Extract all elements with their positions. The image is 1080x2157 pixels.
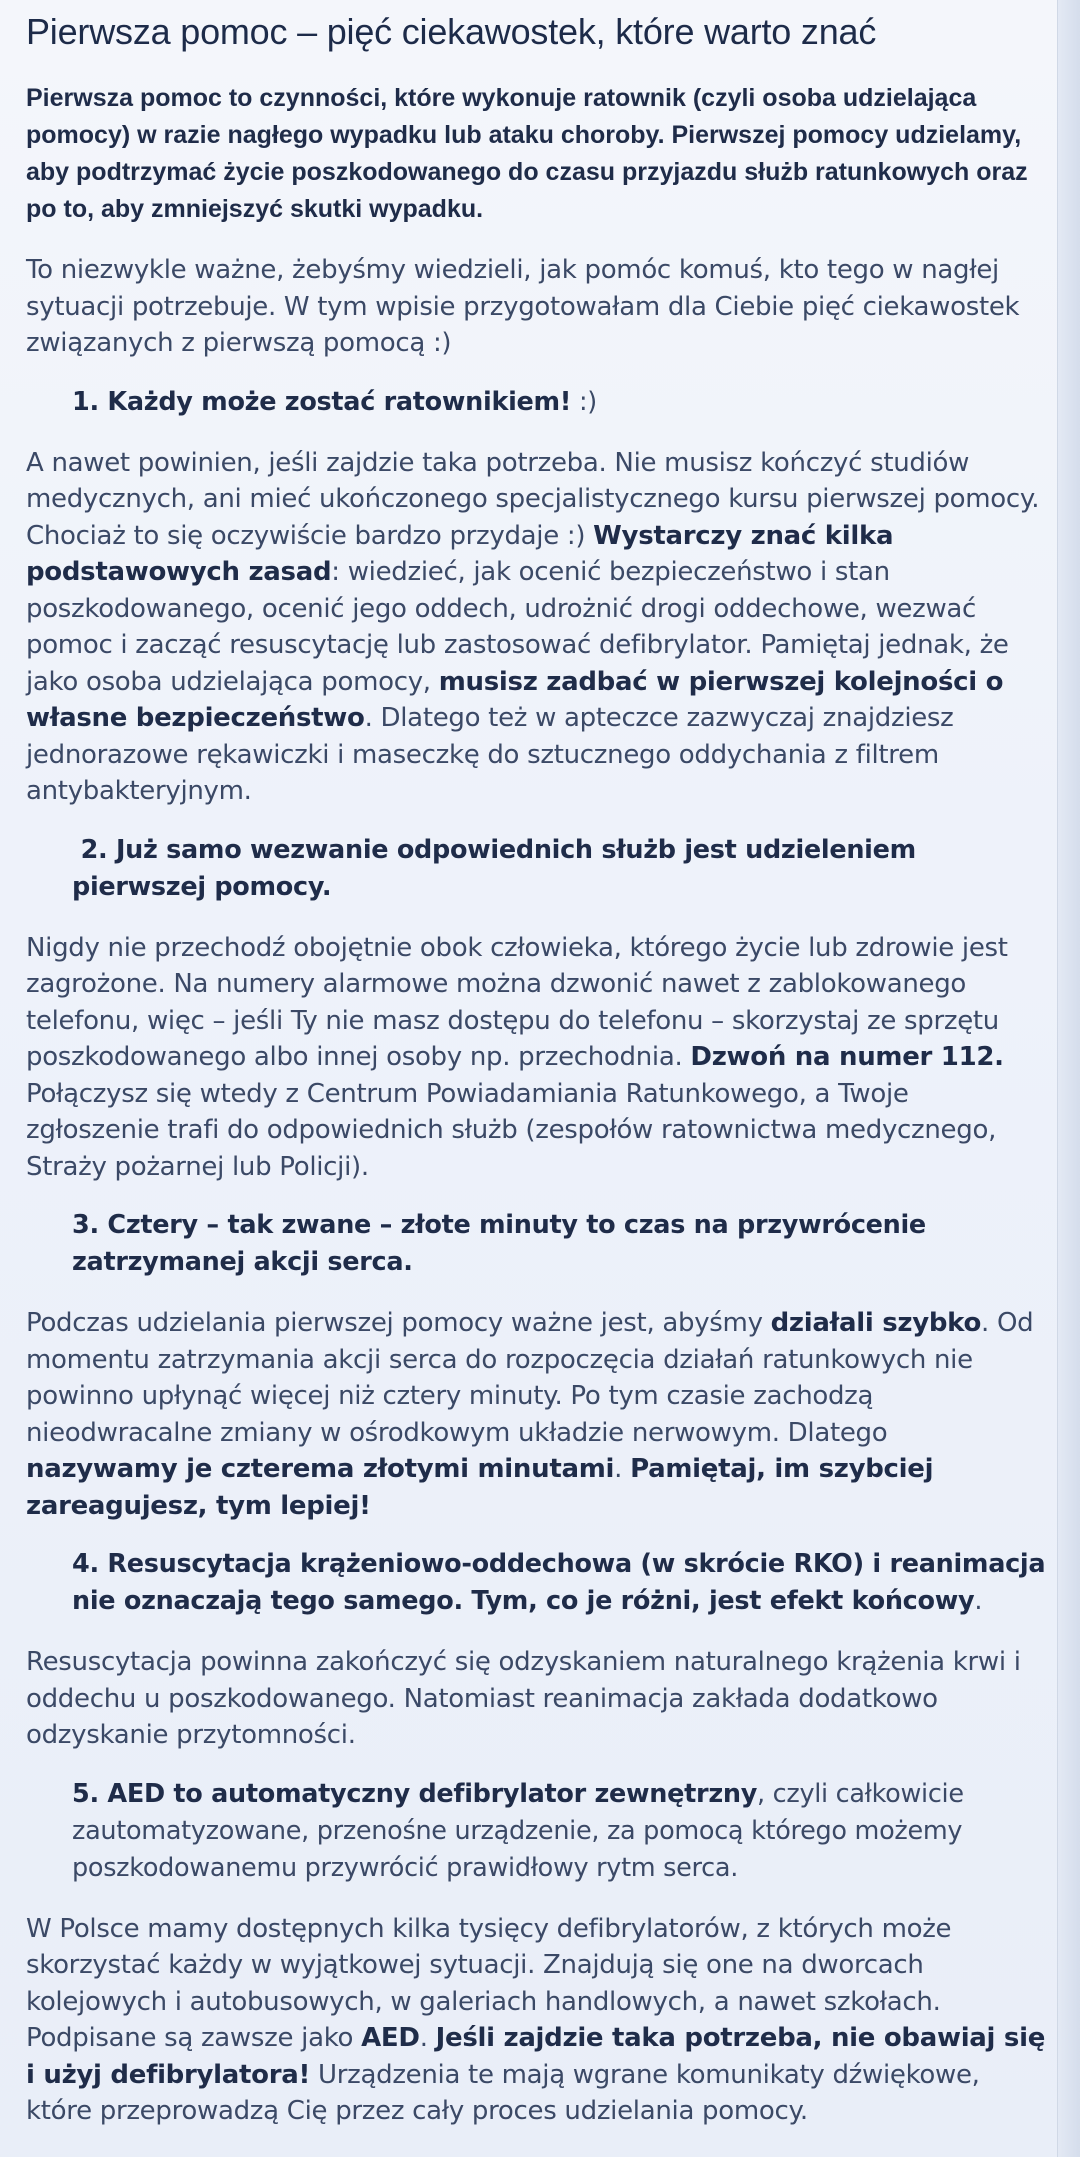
point-3-paragraph: [26, 1305, 1046, 1524]
point-4-paragraph: Resuscytacja powinna zakończyć się odzyskaniem naturalnego krążenia krwi i oddechu u poszkodowanego. Natomiast reanimacja zakłada dodatkowo odzyskanie przytomności.: [26, 1647, 1021, 1750]
point-5-heading-bold: 5. AED to automatyczny defibrylator zewnętrzny: [72, 1778, 758, 1809]
point-3-bold-1: działali szybko: [770, 1308, 982, 1338]
page-right-edge: [1057, 0, 1080, 2157]
point-1-heading: [72, 384, 1046, 421]
point-5-text-3: Urządzenia te mają wgrane komunikaty dźwiękowe, które przeprowadzą Cię przez cały proces udzielania pomocy.: [26, 2059, 980, 2126]
point-1-heading-tail: :): [571, 386, 597, 417]
point-3-text-1: Podczas udzielania pierwszej pomocy ważne jest, abyśmy: [26, 1308, 771, 1338]
point-1-paragraph: [26, 445, 1046, 810]
point-3-heading: 3. Cztery – tak zwane – złote minuty to czas na przywrócenie zatrzymanej akcji serca.: [72, 1210, 926, 1277]
point-5-heading: [72, 1776, 1046, 1887]
point-5-bold-1: AED: [361, 2023, 420, 2053]
point-1-text-1: A nawet powinien, jeśli zajdzie taka potrzeba. Nie musisz kończyć studiów medycznych, ani mieć ukończonego specjalistycznego kursu pierwszej pomocy. Chociaż to się oczywiście bardzo przydaje :): [26, 447, 1040, 551]
point-3-text-2: . Od momentu zatrzymania akcji serca do rozpoczęcia działań ratunkowych nie powinno upłynąć więcej niż cztery minuty. Po tym czasie zachodzą nieodwracalne zmiany w ośrodkowym układzie nerwowym. Dlatego: [26, 1308, 1034, 1448]
article-title: Pierwsza pomoc – pięć ciekawostek, które warto znać: [26, 11, 877, 52]
point-5-paragraph: [26, 1911, 1046, 2130]
intro-paragraph: To niezwykle ważne, żebyśmy wiedzieli, jak pomóc komuś, kto tego w nagłej sytuacji potrzebuje. W tym wpisie przygotowałam dla Ciebie pięć ciekawostek związanych z pierwszą pomocą :): [26, 255, 1020, 358]
point-1-bold-1: Wystarczy znać kilka podstawowych zasad: [26, 520, 894, 587]
point-1-bold-2: musisz zadbać w pierwszej kolejności o własne bezpieczeństwo: [26, 666, 1004, 733]
point-2-bold-1: Dzwoń na numer 112.: [690, 1042, 1004, 1072]
point-2-text-2: Połączysz się wtedy z Centrum Powiadamiania Ratunkowego, a Twoje zgłoszenie trafi do odpowiednich służb (zespołów ratownictwa medycznego, Straży pożarnej lub Policji).: [26, 1078, 997, 1182]
point-5-heading-tail: , czyli całkowicie zautomatyzowane, przenośne urządzenie, za pomocą którego możemy poszkodowanemu przywrócić prawidłowy rytm serca.: [72, 1778, 964, 1883]
point-1-text-2: : wiedzieć, jak ocenić bezpieczeństwo i stan poszkodowanego, ocenić jego oddech, udrożnić drogi oddechowe, wezwać pomoc i zacząć resuscytację lub zastosować defibrylator. Pamiętaj jednak, że jako osoba udzielająca pomocy,: [26, 557, 1009, 697]
point-4-heading-bold: 4. Resuscytacja krążeniowo-oddechowa (w skrócie RKO) i reanimacja nie oznaczają tego samego. Tym, co je różni, jest efekt końcowy: [72, 1549, 1046, 1616]
point-3-bold-3: Pamiętaj, im szybciej zareagujesz, tym lepiej!: [26, 1454, 934, 1521]
article-lead: Pierwsza pomoc to czynności, które wykonuje ratownik (czyli osoba udzielająca pomocy) w razie nagłego wypadku lub ataku choroby. Pierwszej pomocy udzielamy, aby podtrzymać życie poszkodowanego do czasu przyjazdu służb ratunkowych oraz po to, aby zmniejszyć skutki wypadku.: [26, 84, 1028, 223]
point-5-text-2: .: [419, 2023, 436, 2053]
article: [26, 0, 1046, 2130]
point-2-paragraph: [26, 930, 1046, 1186]
point-3-bold-2: nazywamy je czterema złotymi minutami: [26, 1454, 615, 1484]
point-5-bold-2: Jeśli zajdzie taka potrzeba, nie obawiaj się i użyj defibrylatora!: [26, 2023, 1046, 2090]
point-4-heading-tail: .: [974, 1586, 983, 1616]
point-5-text-1: W Polsce mamy dostępnych kilka tysięcy defibrylatorów, z których może skorzystać każdy w wyjątkowej sytuacji. Znajdują się one na dworcach kolejowych i autobusowych, w galeriach handlowych, a nawet szkołach. Podpisane są zawsze jako: [26, 1913, 952, 2053]
point-4-heading: [72, 1546, 1046, 1620]
point-2-heading: 2. Już samo wezwanie odpowiednich służb jest udzieleniem pierwszej pomocy.: [72, 834, 925, 902]
point-3-text-3: .: [614, 1454, 631, 1484]
point-1-text-3: . Dlatego też w apteczce zazwyczaj znajdziesz jednorazowe rękawiczki i maseczkę do sztucznego oddychania z filtrem antybakteryjnym.: [26, 703, 954, 806]
point-1-heading-bold: 1. Każdy może zostać ratownikiem!: [72, 386, 572, 417]
point-2-text-1: Nigdy nie przechodź obojętnie obok człowieka, którego życie lub zdrowie jest zagrożone. Na numery alarmowe można dzwonić nawet z zablokowanego telefonu, więc – jeśli Ty nie masz dostępu do telefonu – skorzystaj ze sprzętu poszkodowanego albo innej osoby np. przechodnia.: [26, 932, 1008, 1072]
